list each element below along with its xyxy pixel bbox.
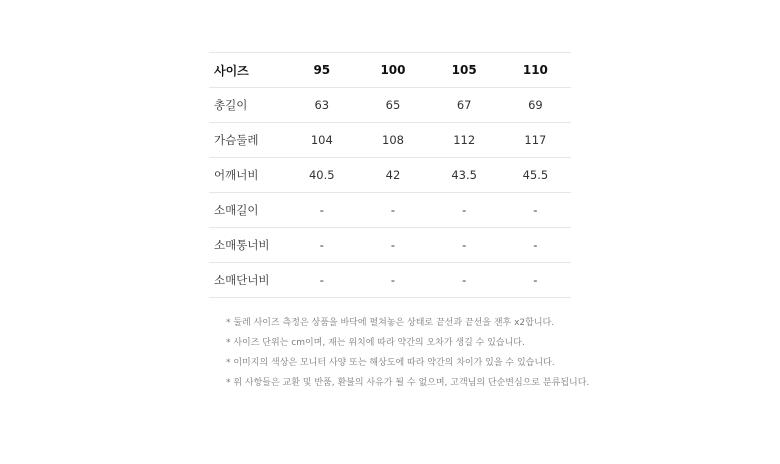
note-return-policy: * 위 사항들은 교환 및 반품, 환불의 사유가 될 수 없으며, 고객님의 단순변심으로 분류됩니다. (226, 378, 590, 388)
table-cell: 43.5 (429, 158, 500, 193)
table-row-total-length (209, 88, 571, 123)
row-label: 총길이 (209, 88, 286, 123)
row-label: 어깨너비 (209, 158, 286, 193)
size-header-100: 100 (357, 53, 428, 88)
table-cell: - (357, 263, 428, 298)
row-label: 가슴둘레 (209, 123, 286, 158)
size-header-110: 110 (500, 53, 571, 88)
size-header-row (209, 53, 571, 88)
table-row-cuff-width (209, 263, 571, 298)
table-cell: 45.5 (500, 158, 571, 193)
table-cell: 117 (500, 123, 571, 158)
table-cell: - (286, 228, 357, 263)
table-cell: - (429, 263, 500, 298)
table-cell: 69 (500, 88, 571, 123)
table-cell: - (500, 193, 571, 228)
row-label: 소매통너비 (209, 228, 286, 263)
row-label: 소매단너비 (209, 263, 286, 298)
table-row-sleeve-width (209, 228, 571, 263)
size-chart-table (209, 52, 571, 298)
table-cell: 104 (286, 123, 357, 158)
table-cell: 65 (357, 88, 428, 123)
table-cell: 40.5 (286, 158, 357, 193)
table-cell: 108 (357, 123, 428, 158)
table-cell: 42 (357, 158, 428, 193)
table-cell: - (500, 263, 571, 298)
note-measurement: * 둘레 사이즈 측정은 상품을 바닥에 펼쳐놓은 상태로 끝선과 끝선을 잰후 x2합니다. (226, 318, 555, 328)
table-cell: - (429, 193, 500, 228)
table-cell: - (286, 193, 357, 228)
table-cell: 67 (429, 88, 500, 123)
table-cell: - (357, 193, 428, 228)
size-header-label: 사이즈 (209, 53, 286, 88)
table-cell: - (500, 228, 571, 263)
size-notes (226, 313, 589, 393)
table-cell: - (357, 228, 428, 263)
table-row-chest (209, 123, 571, 158)
size-header-95: 95 (286, 53, 357, 88)
note-unit: * 사이즈 단위는 cm이며, 재는 위치에 따라 약간의 오차가 생길 수 있습니다. (226, 338, 525, 348)
table-cell: 112 (429, 123, 500, 158)
note-color: * 이미지의 색상은 모니터 사양 또는 해상도에 따라 약간의 차이가 있을 수 있습니다. (226, 358, 555, 368)
row-label: 소매길이 (209, 193, 286, 228)
table-cell: - (429, 228, 500, 263)
table-row-sleeve-length (209, 193, 571, 228)
table-row-shoulder (209, 158, 571, 193)
table-cell: - (286, 263, 357, 298)
size-header-105: 105 (429, 53, 500, 88)
table-cell: 63 (286, 88, 357, 123)
